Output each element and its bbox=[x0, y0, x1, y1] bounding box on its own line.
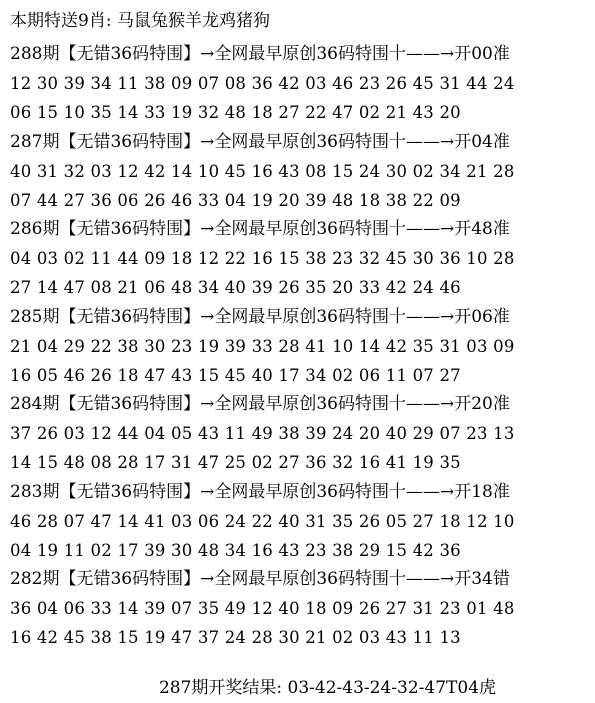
number-row: 46 28 07 47 14 41 03 06 24 22 40 31 35 26 05 27 18 12 10 bbox=[10, 511, 515, 531]
issue-block bbox=[10, 40, 590, 128]
issue-block bbox=[10, 478, 590, 566]
issue-title: 285期【无错36码特围】→全网最早原创36码特围十——→开06准 bbox=[10, 306, 510, 327]
number-row: 12 30 39 34 11 38 09 07 08 36 42 03 46 23 26 45 31 44 24 bbox=[10, 74, 515, 93]
issue-block bbox=[10, 390, 590, 478]
issue-title: 288期【无错36码特围】→全网最早原创36码特围十——→开00准 bbox=[10, 44, 510, 64]
number-row: 04 19 11 02 17 39 30 48 34 16 43 23 38 29 15 42 36 bbox=[10, 540, 461, 560]
number-row: 36 04 06 33 14 39 07 35 49 12 40 18 09 26 27 31 23 01 48 bbox=[10, 599, 515, 618]
draw-result-line bbox=[0, 676, 595, 700]
number-row: 27 14 47 08 21 06 48 34 40 39 26 35 20 33 42 24 46 bbox=[10, 278, 461, 297]
issue-title: 283期【无错36码特围】→全网最早原创36码特围十——→开18准 bbox=[10, 481, 510, 502]
draw-result-text: 287期开奖结果: 03-42-43-24-32-47T04虎 bbox=[158, 678, 497, 698]
number-row: 07 44 27 36 06 26 46 33 04 19 20 39 48 18 38 22 09 bbox=[10, 190, 461, 210]
number-row: 37 26 03 12 44 04 05 43 11 49 38 39 24 20 40 29 07 23 13 bbox=[10, 424, 515, 443]
issue-block bbox=[10, 303, 590, 391]
number-row: 04 03 02 11 44 09 18 12 22 16 15 38 23 32 45 30 36 10 28 bbox=[10, 249, 515, 268]
number-row: 40 31 32 03 12 42 14 10 45 16 43 08 15 24 30 02 34 21 28 bbox=[10, 161, 515, 181]
number-row: 14 15 48 08 28 17 31 47 25 02 27 36 32 16 41 19 35 bbox=[10, 453, 461, 472]
zodiac-line: 本期特送9肖: 马鼠兔猴羊龙鸡猪狗 bbox=[10, 11, 270, 31]
number-row: 06 15 10 35 14 33 19 32 48 18 27 22 47 02 21 43 20 bbox=[10, 103, 461, 122]
issue-block bbox=[10, 128, 590, 216]
issue-title: 284期【无错36码特围】→全网最早原创36码特围十——→开20准 bbox=[10, 394, 510, 414]
issue-title: 287期【无错36码特围】→全网最早原创36码特围十——→开04准 bbox=[10, 131, 510, 152]
issue-title: 286期【无错36码特围】→全网最早原创36码特围十——→开48准 bbox=[10, 219, 510, 239]
issue-block bbox=[10, 215, 590, 303]
number-row: 16 42 45 38 15 19 47 37 24 28 30 21 02 03 43 11 13 bbox=[10, 628, 461, 647]
number-row: 16 05 46 26 18 47 43 15 45 40 17 34 02 06 11 07 27 bbox=[10, 365, 461, 385]
issue-list bbox=[10, 40, 590, 653]
issue-block bbox=[10, 565, 590, 653]
number-row: 21 04 29 22 38 30 23 19 39 33 28 41 10 14 42 35 31 03 09 bbox=[10, 336, 515, 356]
issue-title: 282期【无错36码特围】→全网最早原创36码特围十——→开34错 bbox=[10, 569, 510, 589]
